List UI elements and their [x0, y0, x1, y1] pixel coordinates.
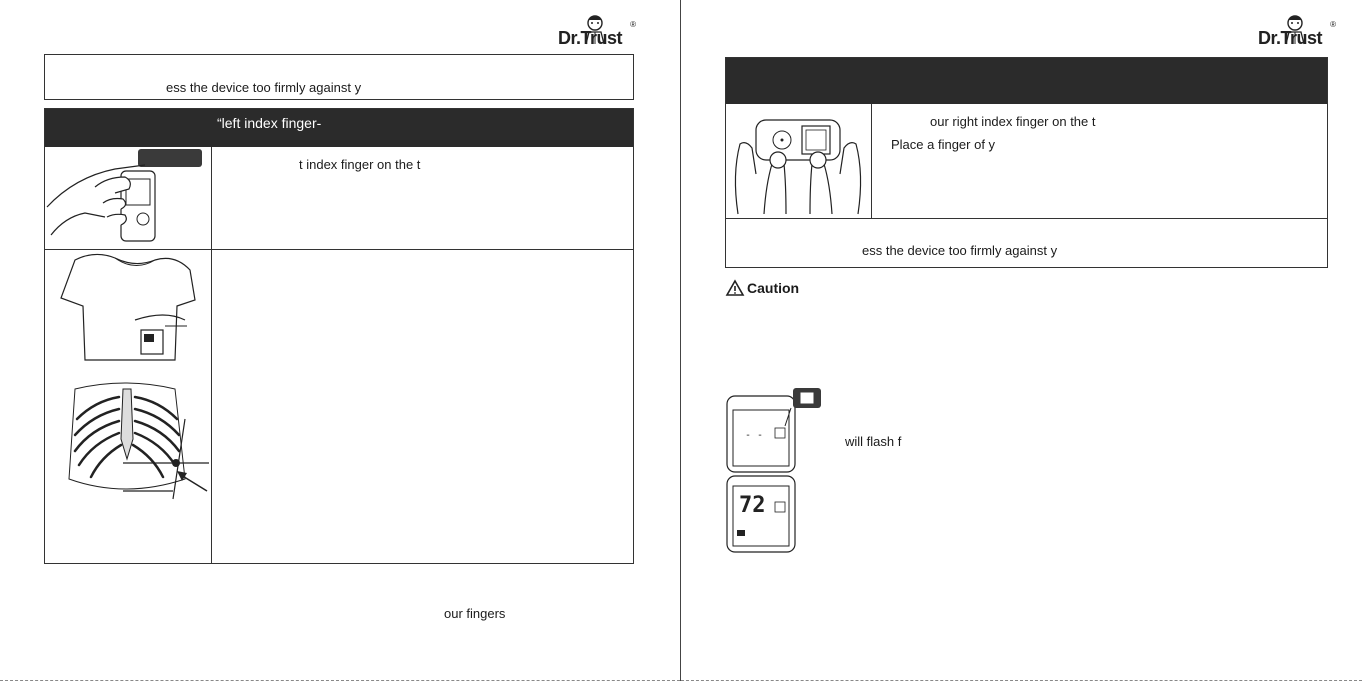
table-header [45, 109, 633, 147]
brand-logo [1256, 14, 1338, 52]
note-text: ess the device too firmly against y [166, 80, 362, 95]
table-header-text: “left index finger- [217, 115, 322, 131]
warning-triangle-icon [726, 280, 744, 296]
instruction-table [44, 108, 634, 564]
caution-heading: Caution [747, 280, 800, 296]
note-box [725, 218, 1328, 268]
instruction-table [725, 57, 1328, 219]
flash-description-text: will flash f [845, 434, 902, 449]
right-page [681, 0, 1362, 681]
person-holding-device-chest-illustration [45, 250, 211, 370]
svg-text:- -: - - [745, 430, 764, 441]
row1-text-line1: our right index finger on the t [930, 114, 1096, 129]
note-box [44, 54, 634, 100]
brand-logo-text: Dr.Trust [1258, 28, 1323, 48]
device-lcd-reading-illustration [725, 474, 805, 554]
registered-mark: ® [1330, 20, 1336, 29]
row1-text-line2: Place a finger of y [891, 137, 996, 152]
lcd-reading-value: 72 [739, 493, 766, 518]
two-hands-device-illustration [726, 104, 871, 218]
note-text: ess the device too firmly against y [862, 243, 1058, 258]
hand-holding-device-illustration [45, 147, 211, 249]
ribcage-diagram-illustration [45, 379, 211, 509]
device-lcd-flashing-illustration [725, 388, 825, 472]
footer-text: our fingers [444, 606, 506, 621]
brand-logo [556, 14, 638, 52]
row1-text: t index finger on the t [299, 157, 421, 172]
brand-logo-text: Dr.Trust [558, 28, 623, 48]
table-header [726, 58, 1327, 104]
registered-mark: ® [630, 20, 636, 29]
